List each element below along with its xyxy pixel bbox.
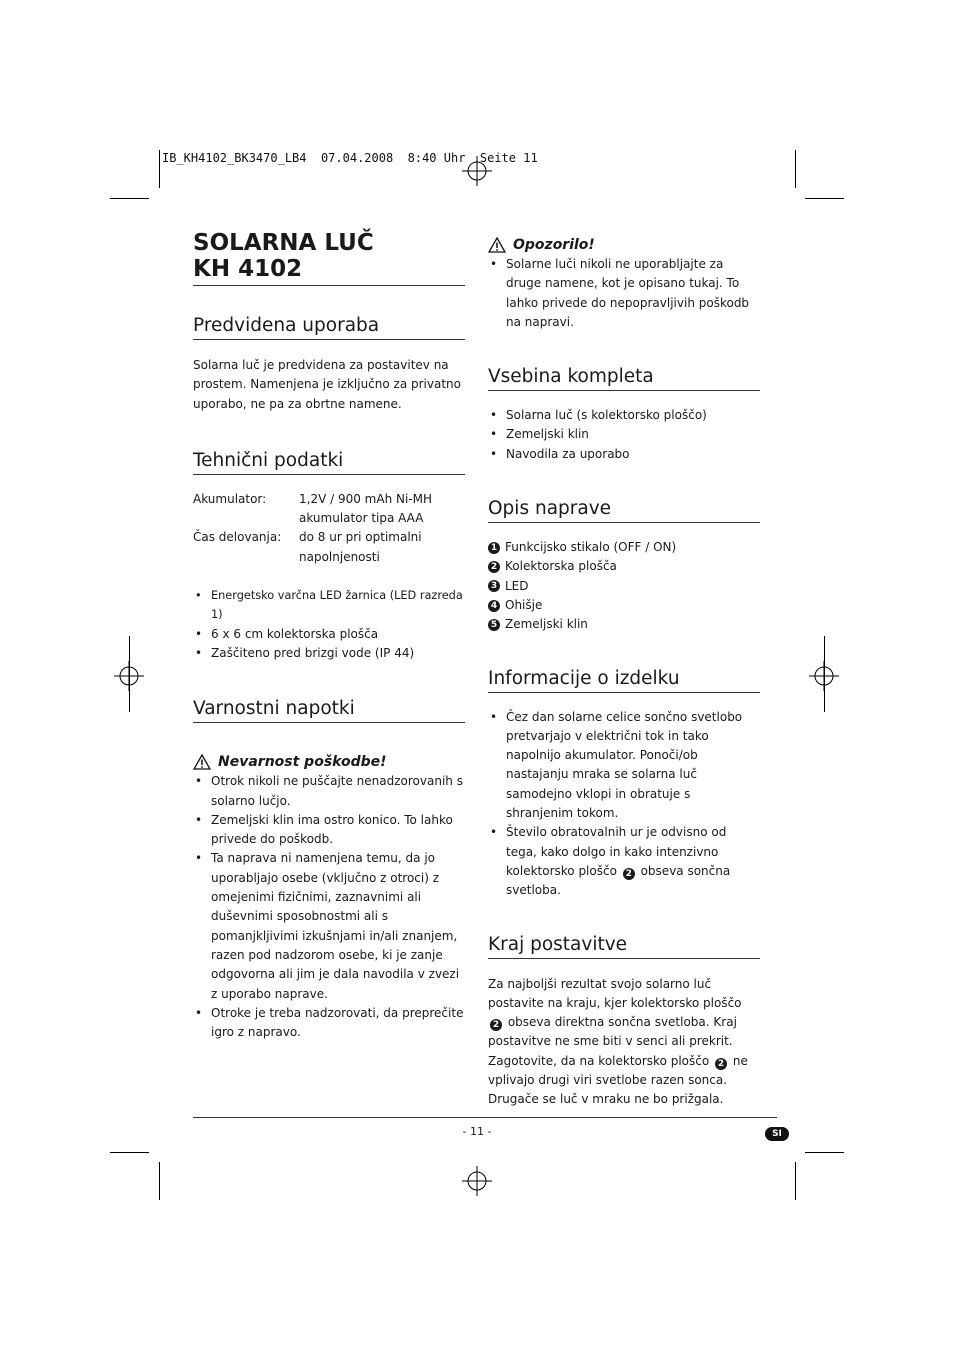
section-placement [488, 933, 760, 1110]
part-reference: 2 [490, 1019, 502, 1031]
crop-mark [129, 636, 130, 712]
page-title [193, 230, 465, 286]
section-heading: Varnostni napotki [193, 697, 465, 723]
section-safety [193, 697, 465, 1042]
part-item [488, 596, 760, 615]
part-number: 1 [488, 542, 500, 554]
warning-title: Opozorilo! [513, 237, 595, 253]
crop-mark [159, 150, 160, 188]
warning-header [488, 236, 760, 254]
crop-mark [795, 1162, 796, 1200]
part-reference: 2 [715, 1058, 727, 1070]
crop-mark [805, 198, 844, 199]
placement-text [488, 975, 760, 1110]
spec-key: Čas delovanja: [193, 530, 282, 545]
part-reference: 2 [623, 868, 635, 880]
list-item: • Zemeljski klin [488, 425, 760, 444]
crop-mark [824, 636, 825, 712]
part-label: Kolektorska plošča [505, 559, 617, 574]
part-label: LED [505, 578, 529, 593]
part-number: 5 [488, 619, 500, 631]
text-run: ne vplivajo drugi viri svetlobe razen sonca. Drugače se luč v mraku ne bo prižgala. [488, 1053, 748, 1107]
contents-list [488, 406, 760, 464]
part-number: 2 [488, 561, 500, 573]
section-technical-data [193, 449, 465, 663]
warning-header [193, 753, 465, 771]
spec-table [193, 490, 465, 567]
list-text: obseva sončna svetloba. [506, 863, 731, 898]
intended-use-text: Solarna luč je predvidena za postavitev na prostem. Namenjena je izključno za privatno uporabo, ne pa za obrtne namene. [193, 358, 461, 411]
list-item: • Čez dan solarne celice sončno svetlobo pretvarjajo v električni tok in tako napolnijo akumulator. Ponoči/ob nastajanju mraka se solarna luč samodejno vklopi in obratuje s shranjenim tokom. [488, 708, 760, 824]
list-item: • Otrok nikoli ne puščajte nenadzorovanih s solarno lučjo. [193, 772, 465, 811]
warning-triangle-icon [488, 237, 506, 253]
spec-value: 1,2V / 900 mAh Ni-MH akumulator tipa AAA [299, 491, 433, 526]
list-item: • Ta naprava ni namenjena temu, da jo uporabljajo osebe (vključno z otroci) z omejenimi fizičnimi, zaznavnimi ali duševnimi sposobnostmi ali s pomanjkljivimi izkušnjami in/ali znanjem, razen pod nadzorom osebe, ki je zanje odgovorna ali jim je dala navodila v zvezi z uporabo naprave. [193, 849, 465, 1003]
safety-list [193, 772, 465, 1042]
part-item [488, 557, 760, 576]
crop-mark [805, 1152, 844, 1153]
part-item [488, 615, 760, 634]
spec-key: Akumulator: [193, 491, 267, 506]
list-item: • 6 x 6 cm kolektorska plošča [193, 625, 465, 644]
spec-row [193, 528, 465, 567]
caution-list [488, 255, 760, 332]
page-number: - 11 - [462, 1125, 492, 1138]
registration-mark-icon [462, 156, 492, 186]
spec-value: do 8 ur pri optimalni napolnjenosti [299, 530, 422, 564]
left-column [193, 230, 465, 1042]
section-caution [488, 236, 760, 332]
section-heading: Informacije o izdelku [488, 667, 760, 693]
section-heading: Kraj postavitve [488, 933, 760, 959]
print-slug: IB_KH4102_BK3470_LB4 07.04.2008 8:40 Uhr Seite 11 [162, 151, 538, 165]
product-info-list [488, 708, 760, 901]
warning-title: Nevarnost poškodbe! [218, 754, 387, 771]
crop-mark [795, 150, 796, 188]
part-label: Zemeljski klin [505, 617, 588, 632]
language-badge: SI [765, 1127, 789, 1141]
warning-triangle-icon [193, 754, 211, 770]
footer-divider [193, 1117, 777, 1118]
parts-list [488, 538, 760, 634]
part-number: 4 [488, 600, 500, 612]
spec-row [193, 490, 465, 529]
list-item: • Energetsko varčna LED žarnica (LED razreda 1) [193, 586, 465, 625]
section-heading: Tehnični podatki [193, 449, 465, 475]
crop-mark [110, 198, 149, 199]
section-device-description [488, 497, 760, 634]
title-line-2: KH 4102 [193, 256, 303, 282]
section-intended-use [193, 314, 465, 414]
section-heading: Vsebina kompleta [488, 365, 760, 391]
feature-list [193, 586, 465, 663]
part-label: Funkcijsko stikalo (OFF / ON) [505, 540, 677, 555]
section-heading: Opis naprave [488, 497, 760, 523]
list-item: • Solarne luči nikoli ne uporabljajte za druge namene, kot je opisano tukaj. To lahko privede do nepopravljivih poškodb na napravi. [488, 255, 760, 332]
section-package-contents [488, 365, 760, 464]
crop-mark [110, 1152, 149, 1153]
part-item [488, 538, 760, 557]
list-item: • Otroke je treba nadzorovati, da preprečite igro z napravo. [193, 1004, 465, 1043]
text-run: Za najboljši rezultat svojo solarno luč postavite na kraju, kjer kolektorsko ploščo [488, 976, 742, 1010]
list-item: • Navodila za uporabo [488, 445, 760, 464]
crop-mark [159, 1162, 160, 1200]
list-item: • Solarna luč (s kolektorsko ploščo) [488, 406, 760, 425]
list-item: • Zaščiteno pred brizgi vode (IP 44) [193, 644, 465, 663]
text-run: obseva direktna sončna svetloba. Kraj postavitve ne sme biti v senci ali prekrit. Zagotovite, da na kolektorsko ploščo [488, 1015, 737, 1068]
section-product-info [488, 667, 760, 901]
right-column [488, 236, 760, 1110]
section-heading: Predvidena uporaba [193, 314, 465, 340]
list-text: Število obratovalnih ur je odvisno od tega, kako dolgo in kako intenzivno kolektorsko ploščo [506, 825, 727, 878]
part-label: Ohišje [505, 597, 543, 612]
registration-mark-icon [462, 1166, 492, 1196]
list-item [488, 823, 760, 900]
part-item [488, 577, 760, 596]
title-line-1: SOLARNA LUČ [193, 230, 374, 256]
list-item: • Zemeljski klin ima ostro konico. To lahko privede do poškodb. [193, 811, 465, 850]
part-number: 3 [488, 580, 500, 592]
